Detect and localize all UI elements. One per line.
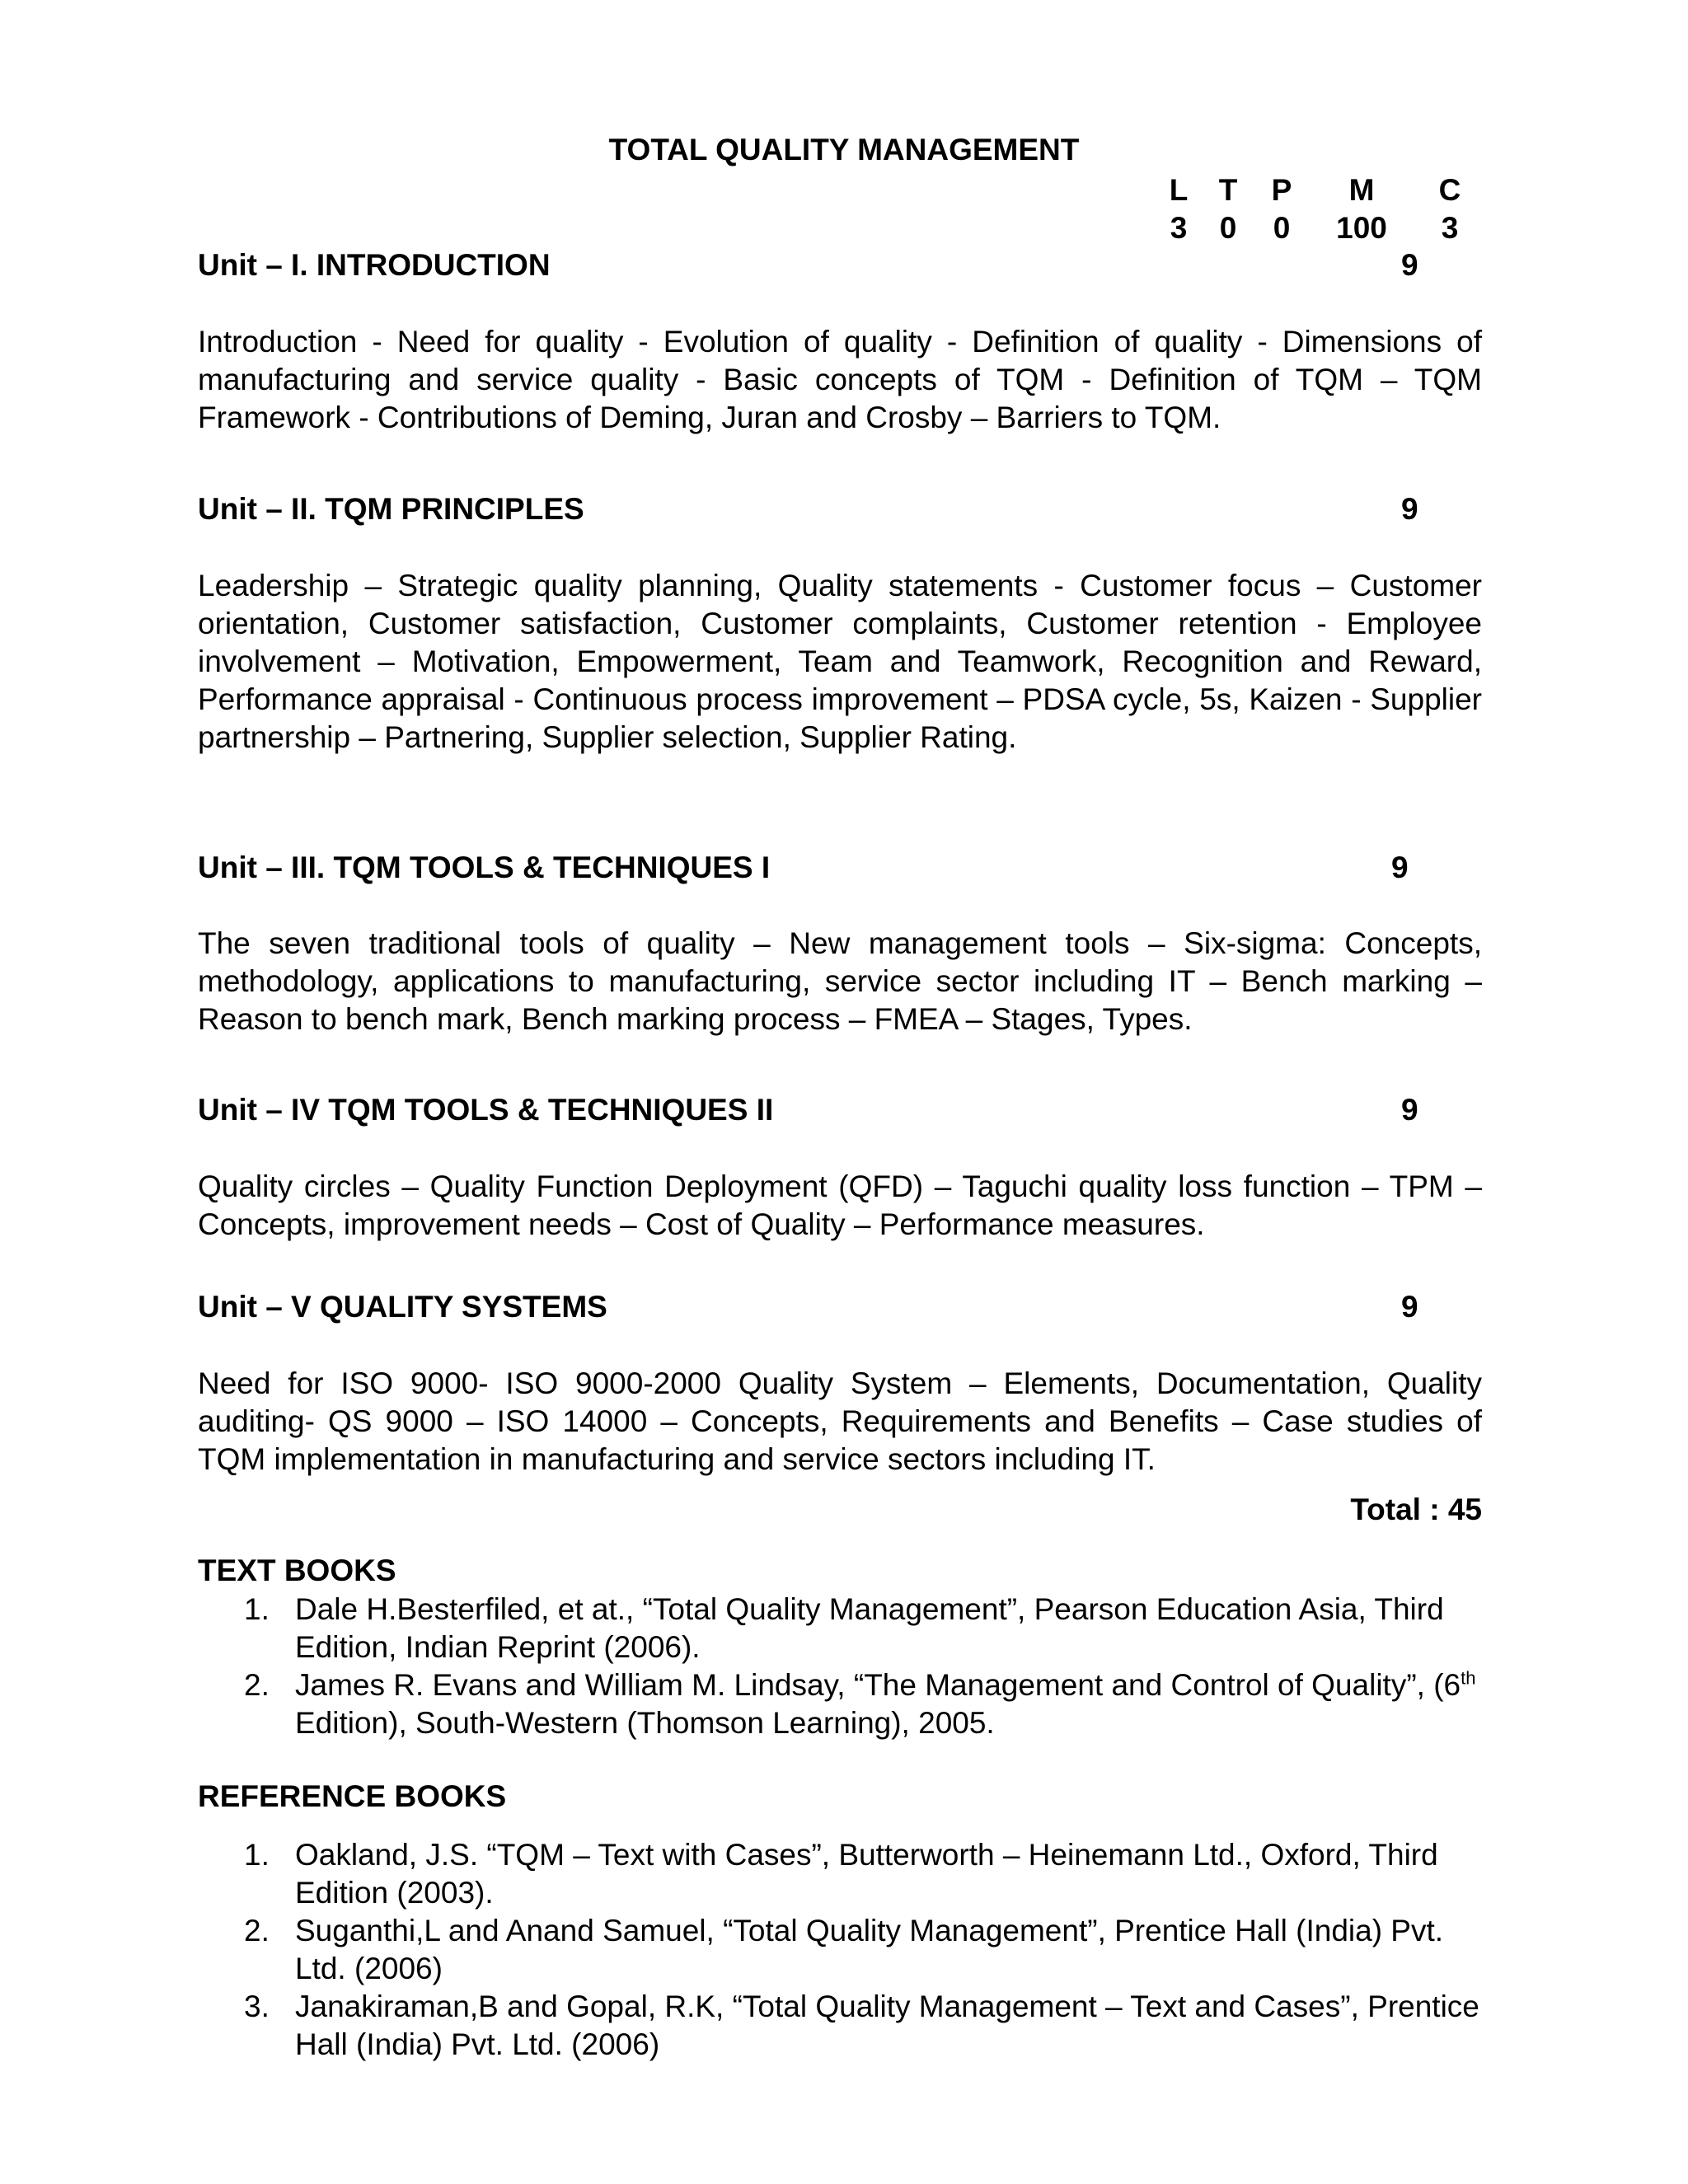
credit-table	[1154, 171, 1487, 247]
credit-value-c: 3	[1441, 211, 1459, 245]
reference-book-number: 2.	[244, 1914, 270, 1947]
text-book-item	[198, 1591, 1484, 1666]
unit-3-content: The seven traditional tools of quality – New management tools – Six-sigma: Concepts, methodology, applications to manufacturing, service sector including IT – Bench marking – Reason to bench mark, Bench marking process – FMEA – Stages, Types.	[198, 926, 1482, 1036]
credit-header-l: L	[1169, 173, 1189, 207]
reference-book-citation: Suganthi,L and Anand Samuel, “Total Quality Management”, Prentice Hall (India) Pvt. Ltd. (2006)	[295, 1914, 1444, 1985]
text-book-citation: Dale H.Besterfiled, et at., “Total Quality Management”, Pearson Education Asia, Third Edition, Indian Reprint (2006).	[295, 1592, 1444, 1664]
text-books-list	[198, 1591, 1484, 1742]
unit-3-title: Unit – III. TQM TOOLS & TECHNIQUES I	[198, 851, 771, 884]
text-book-item	[198, 1666, 1484, 1742]
course-title: TOTAL QUALITY MANAGEMENT	[608, 133, 1080, 166]
total-hours: Total : 45	[1350, 1493, 1482, 1526]
credit-value-l: 3	[1170, 211, 1188, 245]
credit-header-c: C	[1438, 173, 1461, 207]
unit-1-heading	[198, 247, 1418, 284]
credit-header-t: T	[1218, 173, 1238, 207]
unit-4-content: Quality circles – Quality Function Deployment (QFD) – Taguchi quality loss function – TPM – Concepts, improvement needs – Cost of Quality – Performance measures.	[198, 1169, 1482, 1241]
unit-4-heading	[198, 1092, 1418, 1128]
text-book-number: 1.	[244, 1592, 270, 1626]
reference-book-item	[198, 1912, 1484, 1988]
text-book-citation	[295, 1668, 1475, 1740]
credit-value-t: 0	[1219, 211, 1237, 245]
unit-2-title: Unit – II. TQM PRINCIPLES	[198, 492, 584, 526]
reference-book-item	[198, 1988, 1484, 2064]
unit-3-hours: 9	[1391, 851, 1409, 884]
reference-book-number: 3.	[244, 1990, 270, 2023]
reference-book-citation: Oakland, J.S. “TQM – Text with Cases”, Butterworth – Heinemann Ltd., Oxford, Third Edition (2003).	[295, 1838, 1438, 1910]
reference-book-citation: Janakiraman,B and Gopal, R.K, “Total Quality Management – Text and Cases”, Prentice Hall (India) Pvt. Ltd. (2006)	[295, 1990, 1479, 2061]
unit-2-heading	[198, 491, 1418, 527]
unit-2-hours: 9	[1401, 492, 1418, 526]
unit-2-content: Leadership – Strategic quality planning, Quality statements - Customer focus – Customer orientation, Customer satisfaction, Customer complaints, Customer retention - Employee involvement – Motivation, Empowerment, Team and Teamwork, Recognition and Reward, Performance appraisal - Continuous process improvement – PDSA cycle, 5s, Kaizen - Supplier partnership – Partnering, Supplier selection, Supplier Rating.	[198, 569, 1482, 754]
credit-value-row	[1154, 209, 1487, 247]
credit-header-row	[1154, 171, 1487, 209]
unit-4-hours: 9	[1401, 1093, 1418, 1127]
unit-5-content: Need for ISO 9000- ISO 9000-2000 Quality System – Elements, Documentation, Quality auditing- QS 9000 – ISO 14000 – Concepts, Requirements and Benefits – Case studies of TQM implementation in manufacturing and service sectors including IT.	[198, 1366, 1482, 1476]
text-book-citation-part-b: Edition), South-Western (Thomson Learning), 2005.	[295, 1706, 995, 1740]
edition-superscript: th	[1461, 1667, 1476, 1689]
unit-3-heading	[198, 850, 1409, 886]
credit-header-p: P	[1271, 173, 1292, 207]
unit-4-title: Unit – IV TQM TOOLS & TECHNIQUES II	[198, 1093, 774, 1127]
unit-1-content: Introduction - Need for quality - Evolution of quality - Definition of quality - Dimensions of manufacturing and service quality - Basic concepts of TQM - Definition of TQM – TQM Framework - Contributions of Deming, Juran and Crosby – Barriers to TQM.	[198, 325, 1482, 434]
text-book-number: 2.	[244, 1668, 270, 1702]
unit-1-hours: 9	[1401, 248, 1418, 282]
reference-book-number: 1.	[244, 1838, 270, 1872]
unit-5-title: Unit – V QUALITY SYSTEMS	[198, 1290, 607, 1324]
reference-books-heading: REFERENCE BOOKS	[198, 1779, 507, 1813]
text-book-citation-part-a: James R. Evans and William M. Lindsay, “The Management and Control of Quality”, (6	[295, 1668, 1461, 1702]
reference-book-item	[198, 1836, 1484, 1912]
credit-header-m: M	[1348, 173, 1375, 207]
credit-value-p: 0	[1273, 211, 1291, 245]
unit-5-hours: 9	[1401, 1290, 1418, 1324]
credit-value-m: 100	[1336, 211, 1387, 245]
text-books-heading: TEXT BOOKS	[198, 1554, 396, 1587]
reference-books-list	[198, 1836, 1484, 2064]
unit-5-heading	[198, 1289, 1418, 1325]
unit-1-title: Unit – I. INTRODUCTION	[198, 248, 551, 282]
